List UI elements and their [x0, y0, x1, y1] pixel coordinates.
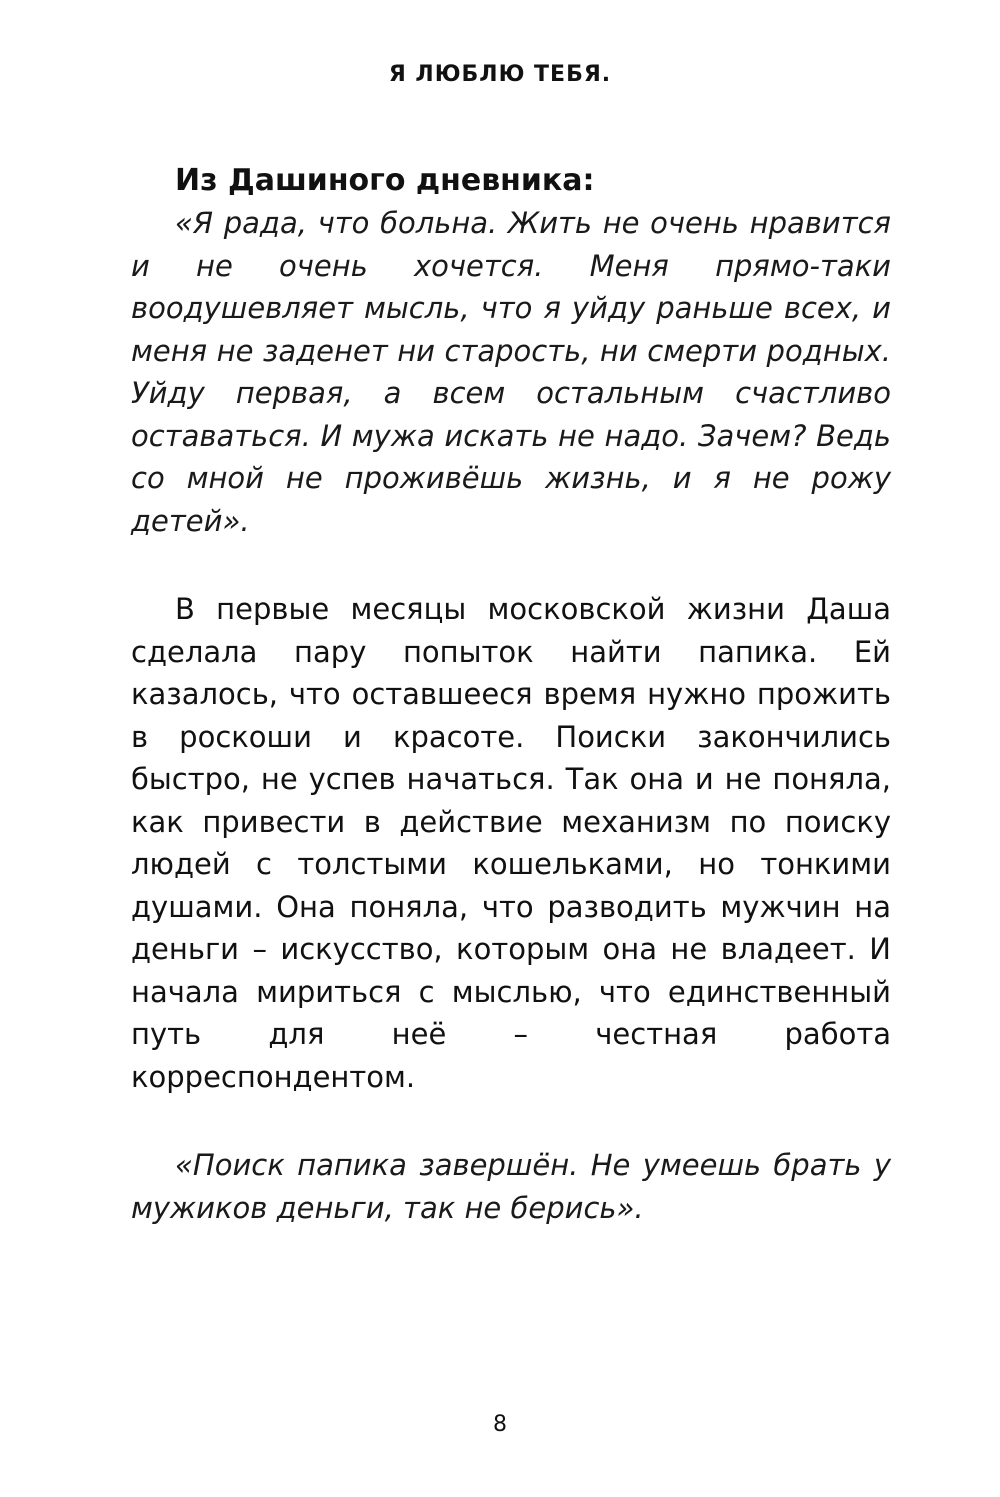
spacer — [131, 542, 891, 588]
page-content — [131, 160, 891, 1229]
body-paragraph: В первые месяцы московской жизни Даша сделала пару попыток найти папика. Ей казалось, что оставшееся время нужно прожить в роскоши и красоте. Поиски закончились быстро, не успев начаться. Так она и не поняла, как привести в действие механизм по поиску людей с толстыми кошельками, но тонкими душами. Она поняла, что разводить мужчин на деньги – искусство, которым она не владеет. И начала мириться с мыслью, что единственный путь для неё – честная работа корреспондентом. — [131, 592, 891, 1094]
spacer — [131, 1098, 891, 1144]
diary-heading: Из Дашиного дневника: — [175, 163, 595, 198]
closing-quote: «Поиск папика завершён. Не умеешь брать у мужиков деньги, так не берись». — [131, 1148, 891, 1225]
running-title: Я ЛЮБЛЮ ТЕБЯ. — [388, 62, 612, 87]
diary-quote: «Я рада, что больна. Жить не очень нравится и не очень хочется. Меня прямо-таки воодушевляет мысль, что я уйду раньше всех, и меня не заденет ни старость, ни смерти родных. Уйду первая, а всем остальным счастливо оставаться. И мужа искать не надо. Зачем? Ведь со мной не проживёшь жизнь, и я не рожу детей». — [131, 206, 891, 538]
page-number: 8 — [493, 1412, 507, 1437]
